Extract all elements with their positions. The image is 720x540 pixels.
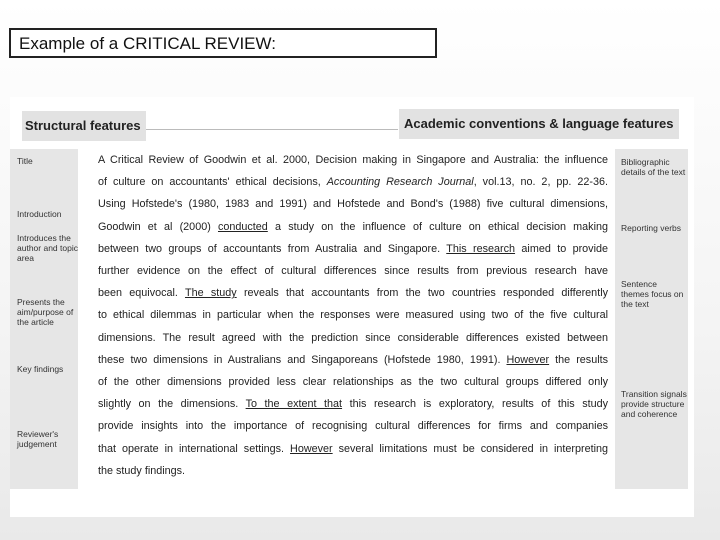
body-line: the study findings. xyxy=(98,464,186,477)
body-line: between two groups of accountants from Australia and Singapore. This research aimed to provide xyxy=(98,242,608,255)
academic-conventions-header: Academic conventions & language features xyxy=(399,109,679,139)
academic-conventions-column xyxy=(615,149,688,489)
transition-highlight: However xyxy=(506,353,550,366)
label-key-findings: Key findings xyxy=(17,364,64,374)
body-line: further evidence on the effect of cultural differences since results from previous research have xyxy=(98,265,608,278)
header-divider-line xyxy=(146,129,398,130)
body-line: to ethical dilemmas in particular when the responses were measured using two of the five cultural xyxy=(98,309,608,322)
body-line: A Critical Review of Goodwin et al. 2000, Decision making in Singapore and Australia: the influence xyxy=(98,154,608,166)
label-reviewers-judgement: Reviewer's judgement xyxy=(17,429,59,449)
label-title: Title xyxy=(17,156,33,166)
body-line: these two dimensions in Australians and Singaporeans (Hofstede 1980, 1991). However the results xyxy=(98,353,608,366)
body-line: of the other dimensions provided less clear relationships as the two cultural groups differed only xyxy=(98,376,608,389)
body-line: that operate in international settings. However several limitations must be considered in interpreting xyxy=(98,442,608,455)
transition-highlight: However xyxy=(290,442,333,455)
body-line: dimensions. The result agreed with the prediction since considerable differences existed between xyxy=(98,331,608,344)
body-line: Goodwin et al (2000) conducted a study on the influence of culture on ethical decision making xyxy=(98,220,608,233)
sentence-theme-highlight: The study xyxy=(184,287,237,300)
sentence-theme-highlight: This research xyxy=(446,242,516,255)
reporting-verb-highlight: conducted xyxy=(217,220,268,233)
body-line: been equivocal. The study reveals that accountants from the two countries responded differently xyxy=(98,287,608,300)
label-bibliographic-details: Bibliographic details of the text xyxy=(621,157,686,177)
transition-highlight: To the extent that xyxy=(245,398,343,411)
body-line: Using Hofstede's (1980, 1983 and 1991) and Hofstede and Bond's (1988) five cultural dimensions, xyxy=(98,198,608,211)
structural-features-column xyxy=(10,149,78,489)
label-reporting-verbs: Reporting verbs xyxy=(621,223,682,233)
slide-title: Example of a CRITICAL REVIEW: xyxy=(19,34,276,53)
critical-review-document xyxy=(10,97,694,517)
body-line: slightly on the dimensions. To the extent that this research is exploratory, results of this study xyxy=(98,398,609,411)
label-introduces-author: Introduces the author and topic area xyxy=(17,233,78,263)
journal-name: Accounting Research Journal xyxy=(326,176,474,189)
body-line: of culture on accountants' ethical decisions, Accounting Research Journal, vol.13, no. 2, pp. 22-36. xyxy=(98,176,608,189)
slide-title-box xyxy=(9,28,437,58)
label-introduction: Introduction xyxy=(17,209,62,219)
label-presents-aim: Presents the aim/purpose of the article xyxy=(17,297,74,327)
review-body-text xyxy=(98,149,608,482)
label-transition-signals: Transition signals provide structure and coherence xyxy=(621,389,687,419)
body-line: provide insights into the importance of recognising cultural differences for firms and companies xyxy=(98,420,608,433)
structural-features-header: Structural features xyxy=(22,111,146,141)
label-sentence-themes: Sentence themes focus on the text xyxy=(621,279,684,309)
